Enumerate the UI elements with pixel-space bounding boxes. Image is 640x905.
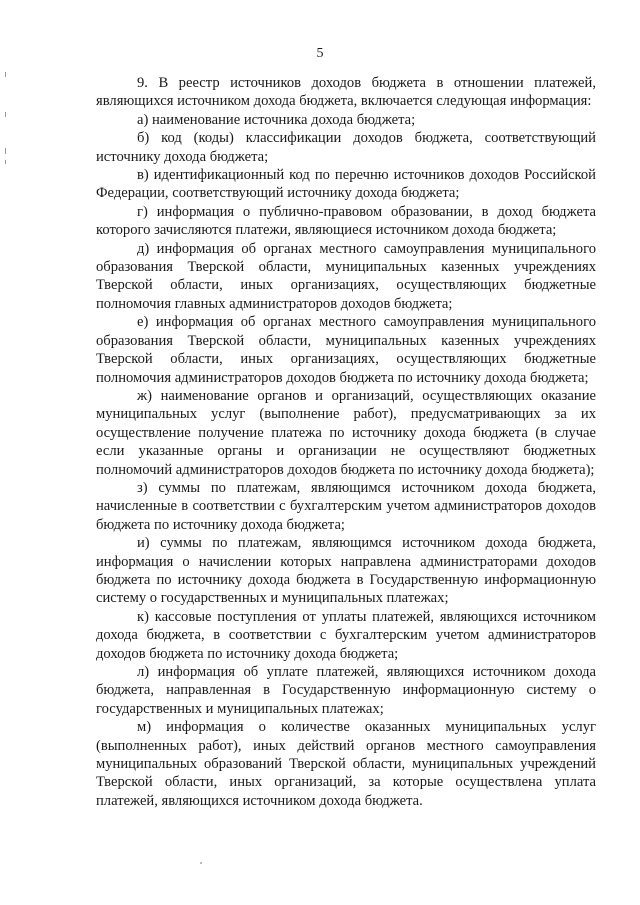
page-number: 5 (316, 46, 324, 61)
document-body (96, 74, 596, 810)
paragraph-clause-9: 9. В реестр источников доходов бюджета в отношении платежей, являющихся источником дохода бюджета, включается следующая информация: (96, 75, 596, 110)
paragraph-item-b: б) код (коды) классификации доходов бюджета, соответствующий источнику дохода бюджета; (96, 130, 596, 165)
paragraph-item-d: д) информация об органах местного самоуправления муниципального образования Тверской области, муниципальных казенных учреждениях Тверской области, иных организациях, осуществляющих бюджетные полномочия главных администраторов доходов бюджета; (96, 240, 596, 312)
paragraph-item-m: м) информация о количестве оказанных муниципальных услуг (выполненных работ), иных действий органов местного самоуправления муниципальных образований Тверской области, муниципальных учреждений Тверской области, иных организаций, за которые осуществлена уплата платежей, являющихся источником дохода бюджета. (96, 719, 596, 809)
paragraph-item-i: и) суммы по платежам, являющимся источником дохода бюджета, информация о начислении которых направлена администраторами доходов бюджета по источнику дохода бюджета в Государственную информационную систему о государственных и муниципальных платежах; (96, 535, 596, 607)
scan-speck (200, 862, 202, 864)
scan-margin-mark (5, 112, 6, 117)
scan-margin-mark (5, 160, 6, 164)
paragraph-item-g: г) информация о публично-правовом образовании, в доход бюджета которого зачисляются платежи, являющиеся источником дохода бюджета; (96, 203, 596, 239)
paragraph-item-z: з) суммы по платежам, являющимся источником дохода бюджета, начисленные в соответствии с бухгалтерским учетом администраторов доходов бюджета по источнику дохода бюджета; (96, 479, 596, 533)
paragraph-item-e: е) информация об органах местного самоуправления муниципального образования Тверской области, муниципальных казенных учреждениях Тверской области, иных организациях, осуществляющих бюджетные полномочия администраторов доходов бюджета по источнику дохода бюджета; (96, 314, 596, 386)
paragraph-item-l: л) информация об уплате платежей, являющихся источником дохода бюджета, направленная в Государственную информационную систему о государственных и муниципальных платежах; (96, 664, 596, 717)
scan-margin-mark (5, 148, 6, 154)
paragraph-item-a: а) наименование источника дохода бюджета; (137, 111, 416, 128)
paragraph-item-v: в) идентификационный код по перечню источников доходов Российской Федерации, соответствующий источнику дохода бюджета; (96, 167, 596, 202)
paragraph-item-k: к) кассовые поступления от уплаты платежей, являющихся источником дохода бюджета, в соответствии с бухгалтерским учетом администраторов доходов бюджета по источнику дохода бюджета; (96, 608, 596, 662)
paragraph-item-zh: ж) наименование органов и организаций, осуществляющих оказание муниципальных услуг (выполнение работ), предусматривающих за их осуществление получение платежа по источнику дохода бюджета (в случае если указанные органы и организации не осуществляют бюджетных полномочий администраторов доходов бюджета по источнику дохода бюджета); (96, 387, 596, 478)
scan-margin-mark (5, 72, 6, 77)
